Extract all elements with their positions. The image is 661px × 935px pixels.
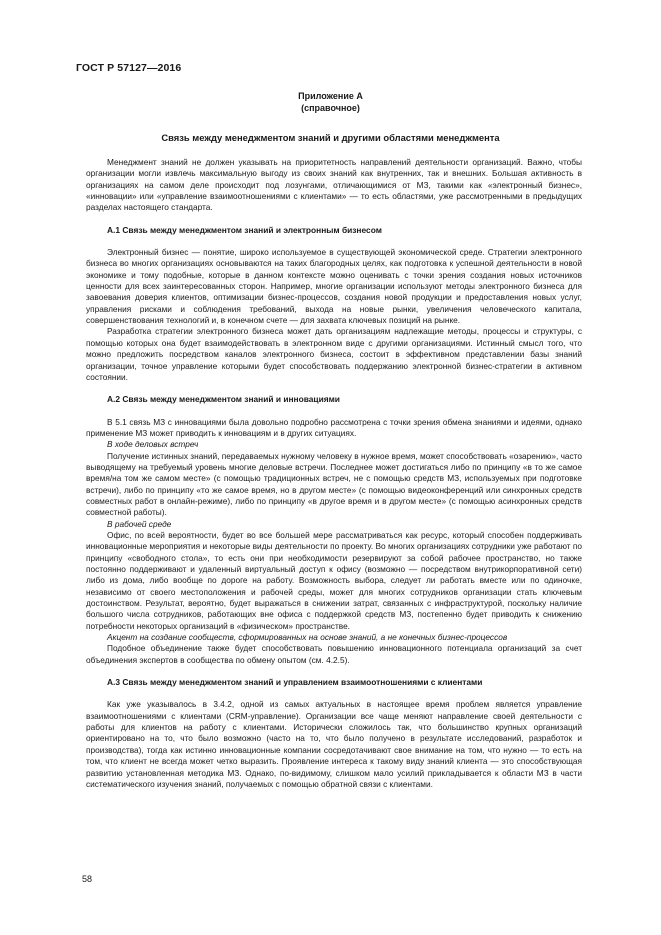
page-number: 58 — [82, 874, 93, 884]
appendix-label: Приложение А — [298, 91, 363, 101]
document-body — [86, 157, 582, 790]
section-a2-paragraph-2: Получение истинных знаний, передаваемых нужному человеку в нужное время, может способствовать «озарению», часто выводящему на требуемый уровень многие деловые встречи. Последнее может достигаться либо по принципу «в то же самое время/на том же самом месте» (с помощью традиционных встреч, не с помощью средств МЗ, используемых при подготовке встречи), либо по принципу «то же самое время, но в другом месте» (с помощью видеоконференций или синхронных средств совместных работ в онлайн-режиме), либо по принципу «в другое время и в другом месте» (с помощью асинхронных средств совместной работы). — [86, 450, 582, 518]
appendix-title: Связь между менеджментом знаний и другими областями менеджмента — [161, 132, 500, 143]
section-a1-heading: А.1 Связь между менеджментом знаний и электронным бизнесом — [107, 224, 382, 235]
section-a2-paragraph-3: Офис, по всей вероятности, будет во все большей мере рассматриваться как ресурс, который способен поддерживать инновационные мероприятия и некоторые виды деятельности по проекту. Во многих организациях сотрудники уже работают по принципу «свободного стола», то есть они при необходимости резервируют за собой рабочее пространство, но также постоянно поддерживают и удаленный виртуальный доступ к офису (возможно — посредством внутрикорпоративной сети) либо из дома, либо вообще по дороге на работу. Возможность выбора, следует ли работать вместе или по одиночке, независимо от своего местоположения и рабочей среды, может для многих сотрудников организации стать ключевым достоинством. Результат, вероятно, будет выражаться в снижении затрат, связанных с инфраструктурой, поскольку наличие большого числа сотрудников, работающих вне офиса с поддержкой средств МЗ, постепенно будет приводить к снижению потребности некоторых организаций в «физическом» пространстве. — [86, 529, 582, 631]
intro-paragraph: Менеджмент знаний не должен указывать на приоритетность направлений деятельности организаций. Важно, чтобы организации могли извлечь максимальную выгоду из своих знаний как внутренних, так и внешних. Большая активность в организациях на самом деле происходит под лозунгами, отличающимися от МЗ, такими как «электронный бизнес», «инновации» или «управление взаимоотношениями с клиентами» — то есть областями, уже рассмотренными в предыдущих разделах настоящего стандарта. — [86, 157, 582, 213]
section-a1-paragraph-2: Разработка стратегии электронного бизнеса может дать организациям надлежащие методы, процессы и структуры, с помощью которых она будет взаимодействовать в электронном виде с другими организациями. Истинный смысл того, что можно предложить посредством каналов электронного бизнеса, состоит в эффективном представлении базы знаний организации, точное управление которыми будет способствовать поддержанию электронной бизнес-стратегии в активном состоянии. — [86, 326, 582, 382]
document-id: ГОСТ Р 57127—2016 — [76, 62, 182, 74]
section-a2-paragraph-4: Подобное объединение также будет способствовать повышению инновационного потенциала организаций за счет объединения экспертов в сообщества по обмену опытом (см. 4.2.5). — [86, 643, 582, 665]
section-a2-heading: А.2 Связь между менеджментом знаний и инновациями — [107, 394, 340, 405]
section-a2-subheading-1: В ходе деловых встреч — [107, 439, 199, 450]
section-a2-paragraph-1: В 5.1 связь МЗ с инновациями была довольно подробно рассмотрена с точки зрения обмена знаниями и идеями, однако применение МЗ может приводить к инновациям и в других ситуациях. — [86, 416, 582, 438]
section-a2-subheading-3: Акцент на создание сообществ, сформированных на основе знаний, а не конечных бизнес-процессов — [107, 632, 508, 643]
section-a3-heading: А.3 Связь между менеджментом знаний и управлением взаимоотношениями с клиентами — [107, 677, 483, 688]
section-a1-paragraph-1: Электронный бизнес — понятие, широко используемое в существующей экономической среде. Стратегии электронного бизнеса во многих организациях основываются на таких благородных целях, как подготовка к успешной деятельности в новой экономике и тому подобные, которые в данном контексте можно оценивать с точки зрения создания новых источников ценности для всех заинтересованных сторон. Например, многие организации используют методы электронного бизнеса для завоевания доверия клиентов, оптимизации бизнес-процессов, создания новой продукции и предоставления новых услуг, управления рисками и соблюдения требований, выхода на новые рынки, увеличения человеческого капитала, совершенствования технологий и, в конечном счете — для захвата ключевых позиций на рынке. — [86, 247, 582, 326]
section-a3-paragraph-1: Как уже указывалось в 3.4.2, одной из самых актуальных в настоящее время проблем является управление взаимоотношениями с клиентами (CRM-управление). Организации все чаще меняют направление своей деятельности с работы для клиентов на работу с клиентами. Исторически сложилось так, что большинство крупных организаций ориентировано на то, что было возможно (часто на то, что было получено в результате исследований, разработок и производства), тогда как истинно инновационные компании сосредотачивают свое внимание на том, что нужно — то есть на том, что клиент не всегда может четко выразить. Проявление интереса к такому виду знаний клиента — это способствующая развитию установленная методика МЗ. Однако, по-видимому, слишком мало усилий прикладывается к области МЗ в части систематического изучения знаний, получаемых с помощью обратной связи с клиентами. — [86, 699, 582, 789]
section-a2-subheading-2: В рабочей среде — [107, 518, 172, 529]
appendix-heading — [76, 90, 585, 114]
appendix-type: (справочное) — [301, 103, 360, 113]
